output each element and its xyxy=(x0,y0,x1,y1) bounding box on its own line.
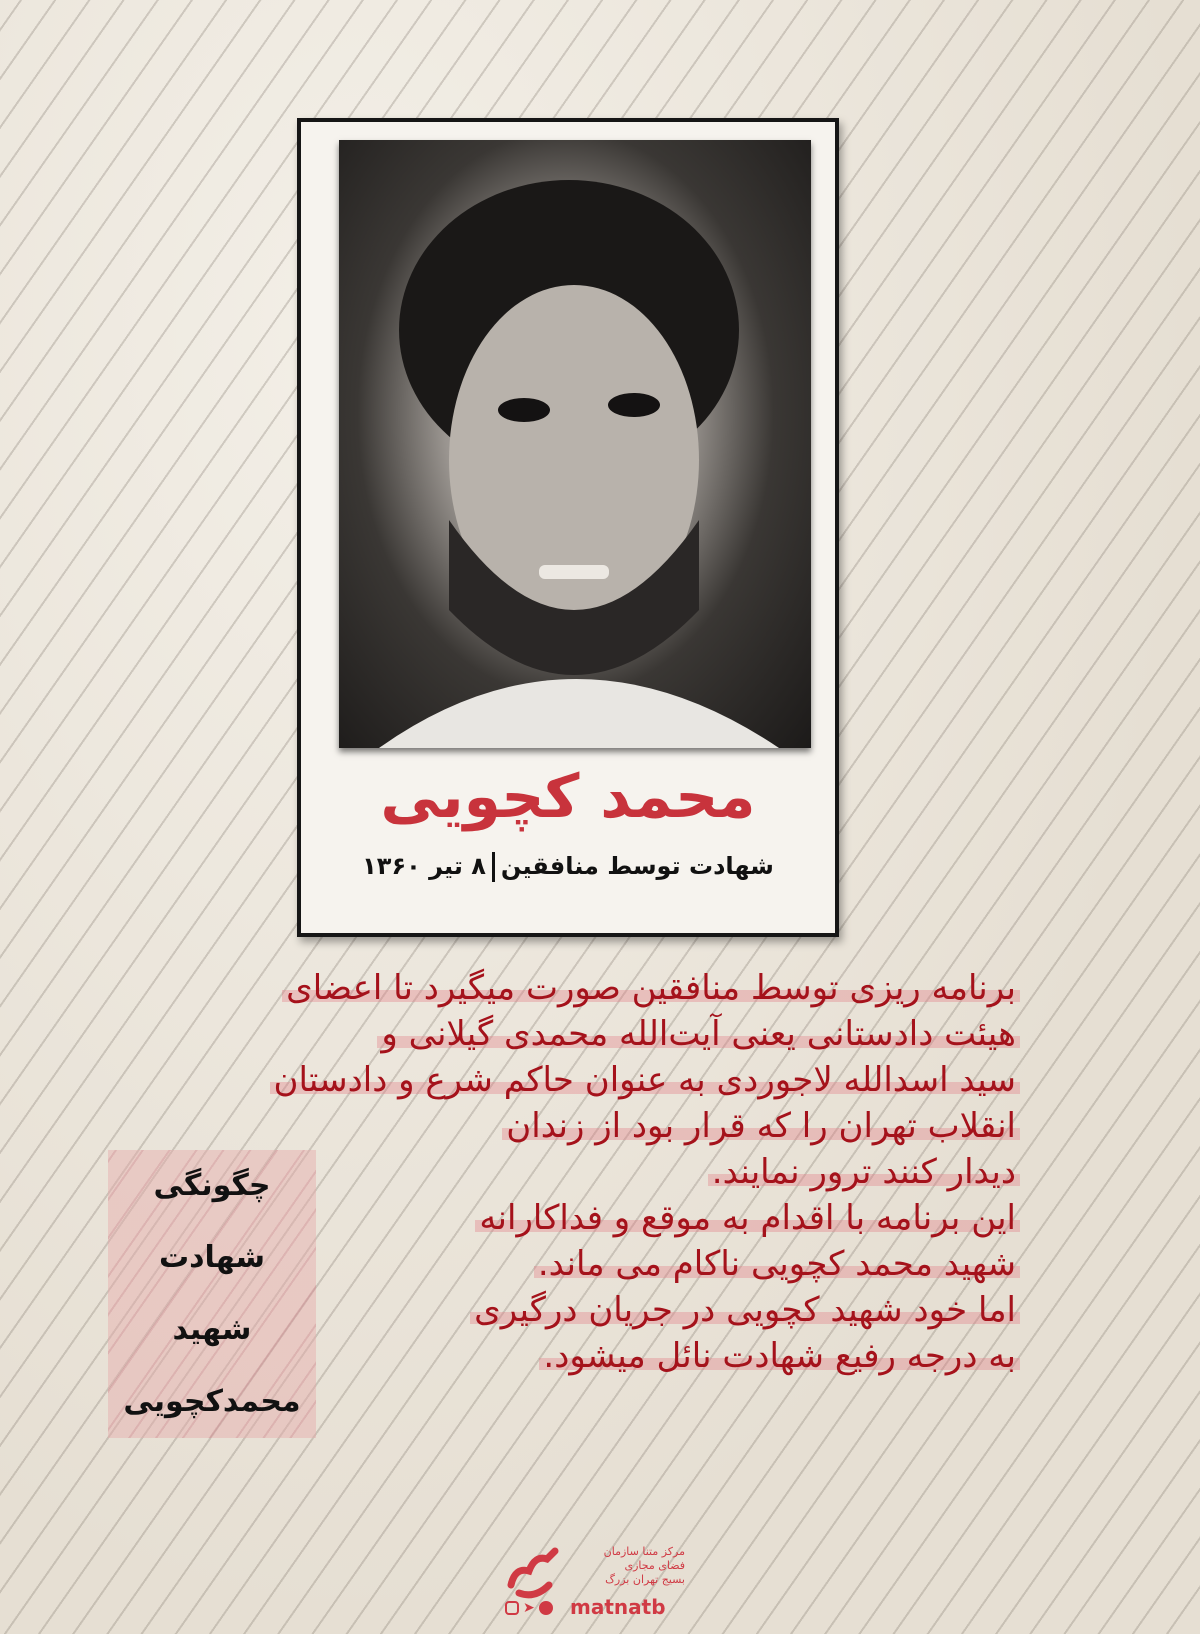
divider xyxy=(492,852,495,882)
aparat-icon xyxy=(539,1601,553,1615)
person-name: محمد کچویی xyxy=(380,762,756,832)
portrait-silhouette xyxy=(339,140,811,748)
martyrdom-cause: شهادت توسط منافقین xyxy=(500,852,774,880)
martyrdom-info xyxy=(301,852,835,882)
side-heading-line: چگونگی xyxy=(153,1168,271,1203)
logo-org-name: مرکز متنا سازمان فضای مجازی بسیج تهران بزرگ xyxy=(603,1545,685,1586)
telegram-icon: ➤ xyxy=(523,1600,535,1616)
story-line: به درجه رفیع شهادت نائل میشود. xyxy=(120,1333,1020,1379)
story-line: برنامه ریزی توسط منافقین صورت میگیرد تا اعضای xyxy=(120,965,1020,1011)
side-heading-line: محمدکچویی xyxy=(123,1384,301,1419)
portrait-photo xyxy=(339,140,811,748)
organization-logo xyxy=(505,1545,685,1630)
story-line: انقلاب تهران را که قرار بود از زندان xyxy=(120,1103,1020,1149)
side-heading-line: شهید xyxy=(172,1312,252,1347)
martyrdom-date: ۸ تیر ۱۳۶۰ xyxy=(362,852,486,880)
story-line: این برنامه با اقدام به موقع و فداکارانه xyxy=(120,1195,1020,1241)
story-line: شهید محمد کچویی ناکام می ماند. xyxy=(120,1241,1020,1287)
side-heading xyxy=(108,1150,316,1438)
story-line: هیئت دادستانی یعنی آیت‌الله محمدی گیلانی و xyxy=(120,1011,1020,1057)
story-line: اما خود شهید کچویی در جریان درگیری xyxy=(120,1287,1020,1333)
story-line: سید اسدالله لاجوردی به عنوان حاکم شرع و دادستان xyxy=(120,1057,1020,1103)
social-icons xyxy=(505,1601,553,1615)
side-heading-line: شهادت xyxy=(158,1240,266,1275)
story-line: دیدار کنند ترور نمایند. xyxy=(120,1149,1020,1195)
logo-emblem-icon xyxy=(505,1545,563,1603)
instagram-icon xyxy=(505,1601,519,1615)
portrait-card xyxy=(297,118,839,937)
social-handle: matnatb xyxy=(570,1595,666,1619)
